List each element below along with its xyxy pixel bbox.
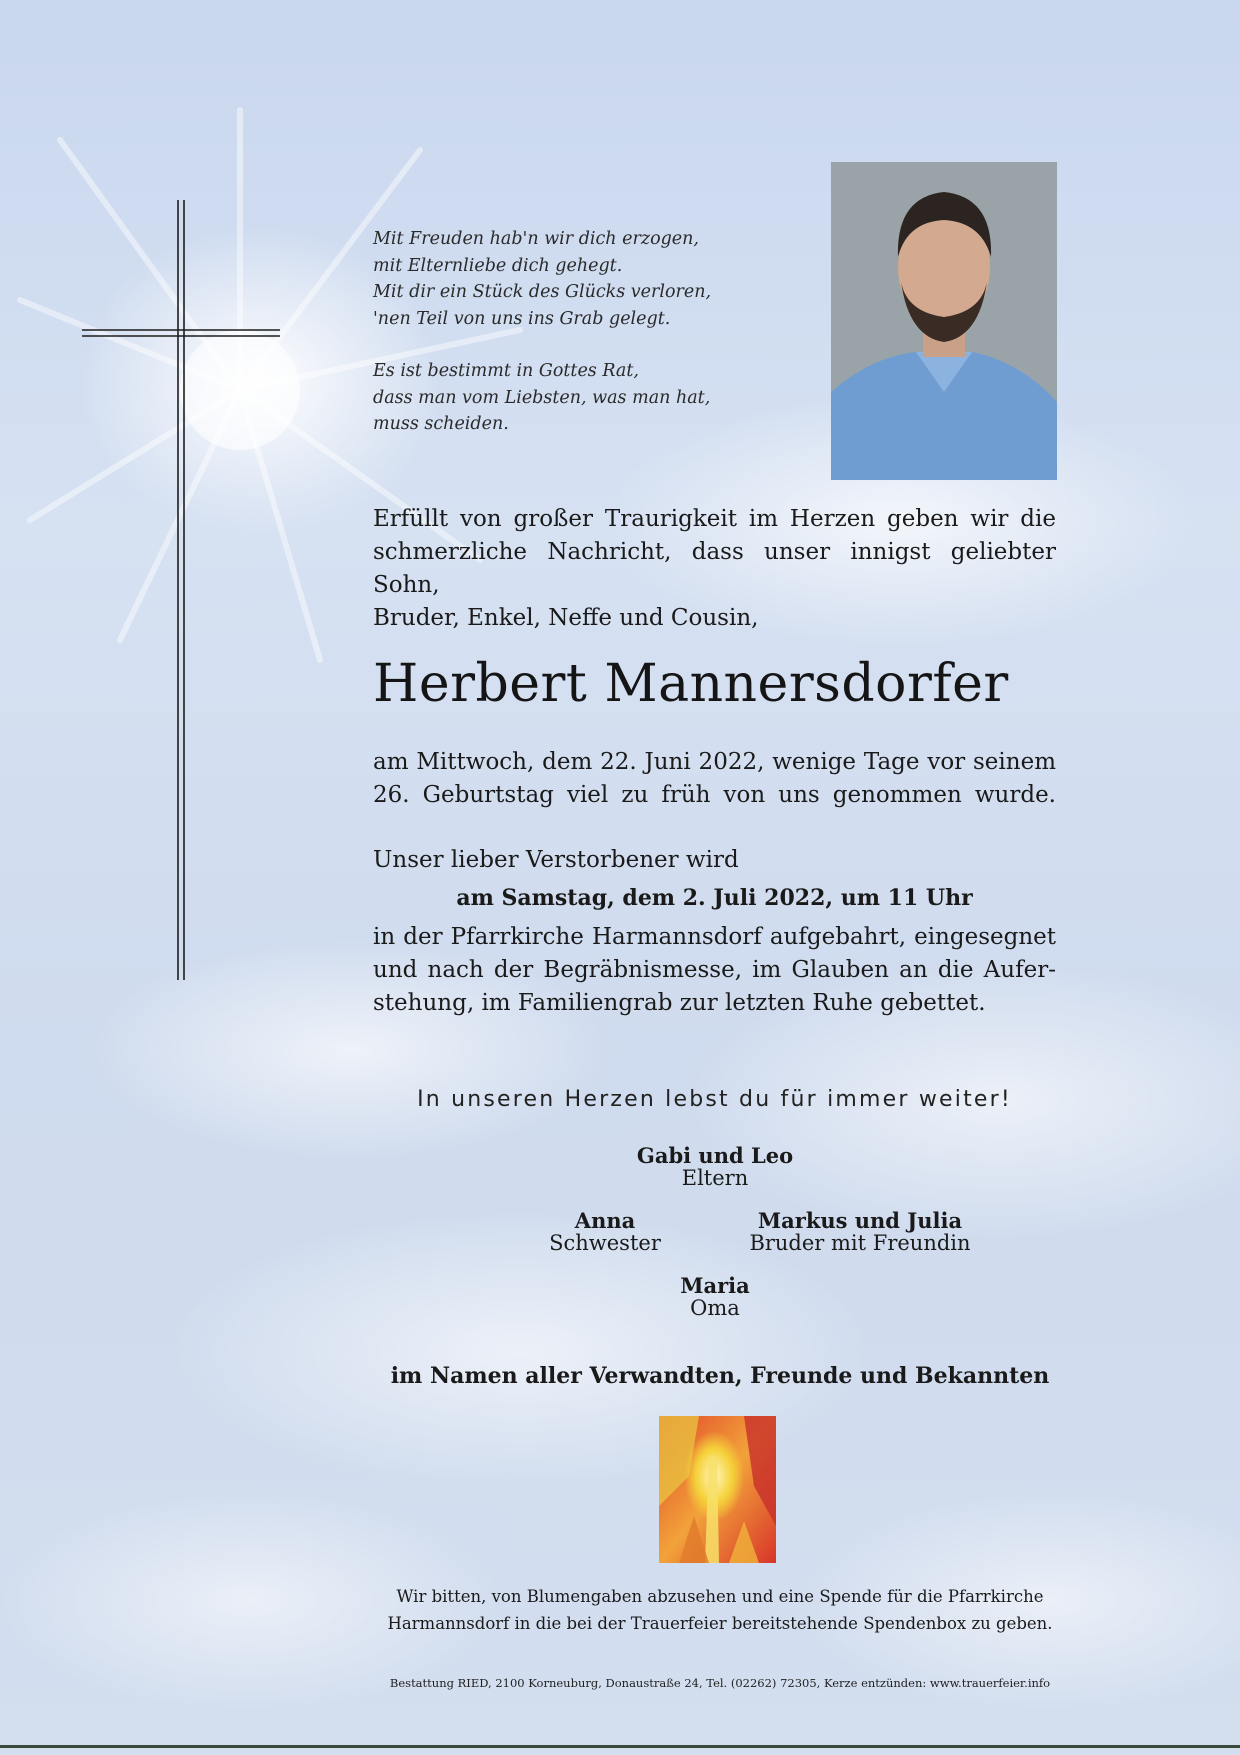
family-member-parents bbox=[590, 1144, 840, 1190]
family-name: Gabi und Leo bbox=[636, 1143, 794, 1168]
family-relation: Schwester bbox=[549, 1231, 661, 1255]
service-text bbox=[373, 921, 1056, 1020]
family-name: Anna bbox=[574, 1208, 636, 1233]
family-name: Markus und Julia bbox=[757, 1208, 963, 1233]
family-name: Maria bbox=[680, 1273, 750, 1298]
memorial-motto: In unseren Herzen lebst du für immer weiter! bbox=[417, 1087, 1012, 1112]
poem-line: 'nen Teil von uns ins Grab gelegt. bbox=[373, 308, 671, 329]
intro-line: Bruder, Enkel, Neffe und Cousin, bbox=[373, 605, 759, 631]
poem-stanza-2 bbox=[373, 358, 733, 438]
poem-line: Mit dir ein Stück des Glücks verloren, bbox=[373, 282, 712, 302]
service-text-line: stehung, im Familiengrab zur letzten Ruhe gebettet. bbox=[373, 990, 986, 1016]
donation-request-line: Harmannsdorf in die bei der Trauerfeier bereitstehende Spendenbox zu geben. bbox=[387, 1614, 1053, 1633]
family-relation: Eltern bbox=[681, 1166, 749, 1190]
cross-icon bbox=[60, 195, 300, 985]
intro-line: schmerzliche Nachricht, dass unser innigst geliebter Sohn, bbox=[373, 539, 1056, 598]
family-member-grandmother bbox=[615, 1274, 815, 1320]
poem-line: muss scheiden. bbox=[373, 414, 509, 434]
service-intro: Unser lieber Verstorbener wird bbox=[373, 847, 739, 873]
signoff: im Namen aller Verwandten, Freunde und Bekannten bbox=[390, 1363, 1050, 1389]
family-relation: Oma bbox=[690, 1296, 740, 1320]
service-text-line: in der Pfarrkirche Harmannsdorf aufgebahrt, eingesegnet bbox=[373, 924, 1056, 950]
death-notice-line: am Mittwoch, dem 22. Juni 2022, wenige Tage vor seinem bbox=[373, 749, 1056, 775]
poem-line: mit Elternliebe dich gehegt. bbox=[373, 255, 623, 276]
portrait-photo bbox=[831, 162, 1057, 480]
bottom-border bbox=[0, 1745, 1240, 1748]
poem-stanza-1 bbox=[373, 226, 733, 332]
death-notice-line: 26. Geburtstag viel zu früh von uns genommen wurde. bbox=[373, 782, 1056, 808]
poem-line: Mit Freuden hab'n wir dich erzogen, bbox=[373, 229, 699, 249]
family-relation: Bruder mit Freundin bbox=[749, 1231, 971, 1255]
funeral-home-footer: Bestattung RIED, 2100 Korneuburg, Donaustraße 24, Tel. (02262) 72305, Kerze entzünden: www.trauerfeier.info bbox=[389, 1676, 1051, 1690]
poem bbox=[373, 226, 733, 438]
family-member-brother bbox=[700, 1209, 1020, 1255]
candle-artwork-icon bbox=[659, 1416, 776, 1563]
deceased-name: Herbert Mannersdorfer bbox=[373, 654, 1009, 714]
donation-request bbox=[360, 1583, 1080, 1637]
family-member-sister bbox=[530, 1209, 680, 1255]
poem-line: dass man vom Liebsten, was man hat, bbox=[373, 387, 711, 408]
service-date: am Samstag, dem 2. Juli 2022, um 11 Uhr bbox=[456, 885, 973, 911]
death-notice bbox=[373, 746, 1056, 812]
donation-request-line: Wir bitten, von Blumengaben abzusehen und eine Spende für die Pfarrkirche bbox=[396, 1587, 1044, 1606]
poem-line: Es ist bestimmt in Gottes Rat, bbox=[373, 361, 639, 381]
intro-paragraph bbox=[373, 503, 1056, 635]
intro-line: Erfüllt von großer Traurigkeit im Herzen geben wir die bbox=[373, 506, 1056, 532]
service-text-line: und nach der Begräbnismesse, im Glauben an die Aufer- bbox=[373, 957, 1056, 983]
